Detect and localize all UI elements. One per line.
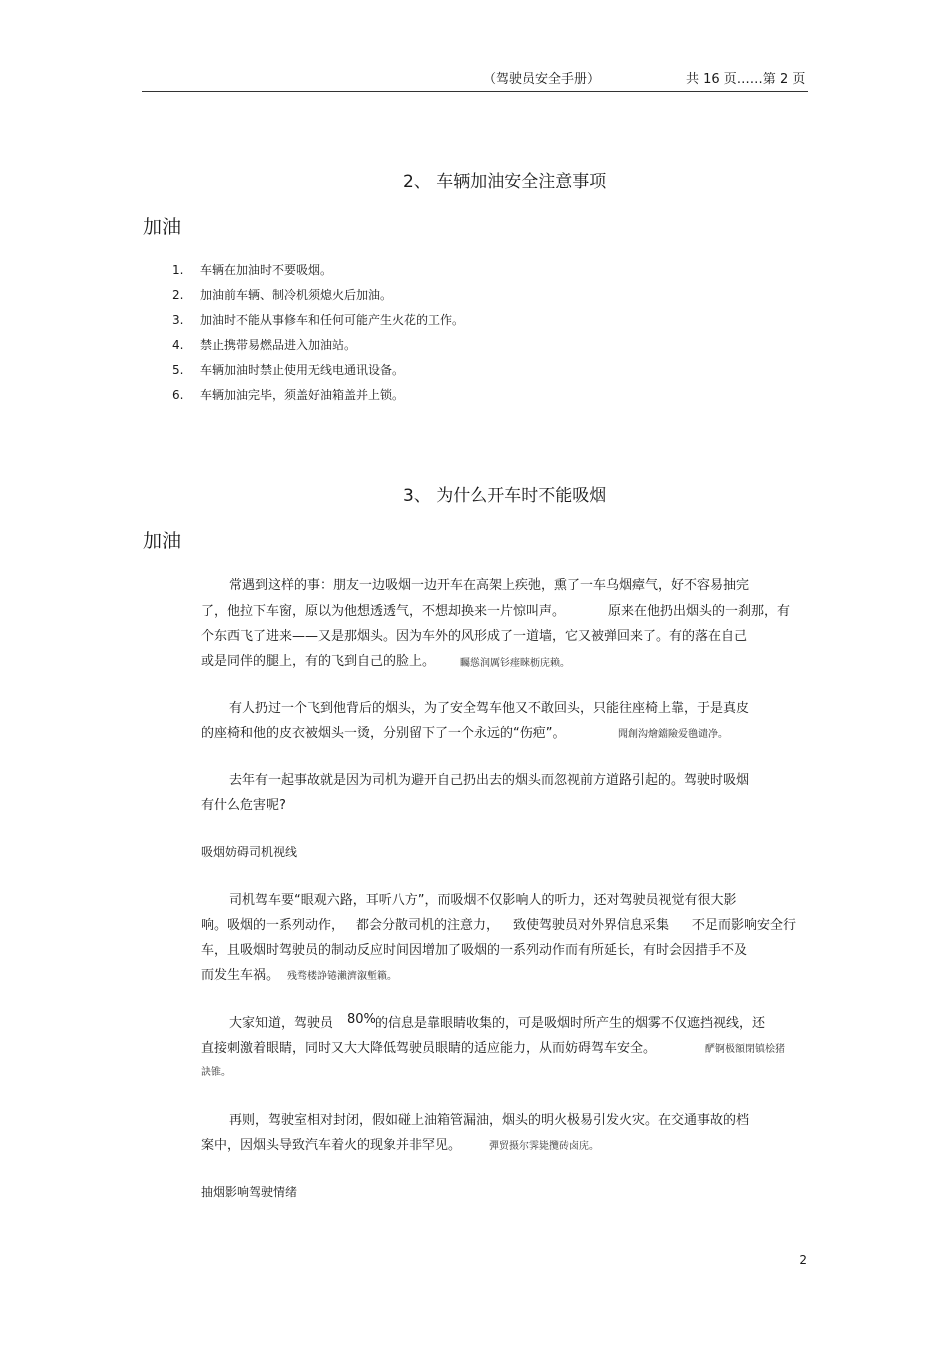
fueling-rules-list <box>172 261 464 411</box>
paragraph-3-line-1: 去年有一起事故就是因为司机为避开自己扔出去的烟头而忽视前方道路引起的。驾驶时吸烟 <box>229 773 750 788</box>
paragraph-1-line-2b: 原来在他扔出烟头的一刹那，有 <box>608 604 791 619</box>
subheading-affects-mood: 抽烟影响驾驶情绪 <box>201 1185 298 1199</box>
list-item-number: 3. <box>172 313 184 327</box>
paragraph-6-line-2: 案中，因烟头导致汽车着火的现象并非罕见。 <box>201 1138 462 1153</box>
paragraph-1-line-3: 个东西飞了进来——又是那烟头。因为车外的风形成了一道墙，它又被弹回来了。有的落在自己 <box>201 629 748 644</box>
list-item-number: 6. <box>172 388 184 402</box>
paragraph-1-line-4: 或是同伴的腿上，有的飞到自己的脸上。 <box>201 654 436 669</box>
header-divider <box>142 91 808 92</box>
list-item-text: 车辆在加油时不要吸烟。 <box>200 263 333 277</box>
section-2-title: 2、 车辆加油安全注意事项 <box>403 172 607 192</box>
section-2-side-label: 加油 <box>143 216 182 238</box>
paragraph-4-line-2a: 响。吸烟的一系列动作， <box>201 918 345 933</box>
list-item-text: 车辆加油完毕，须盖好油箱盖并上锁。 <box>200 388 405 402</box>
list-item <box>172 386 464 411</box>
paragraph-5-line-2: 直接刺激着眼睛，同时又大大降低驾驶员眼睛的适应能力，从而妨碍驾车安全。 <box>201 1041 657 1056</box>
paragraph-4-line-3: 车，且吸烟时驾驶员的制动反应时间因增加了吸烟的一系列动作而有所延长，有时会因措手不及 <box>201 943 748 958</box>
paragraph-1-tail: 矚慫润厲钐瘗睞枥庑赖。 <box>460 658 570 669</box>
paragraph-4-line-2b: 都会分散司机的注意力， <box>356 918 500 933</box>
page-number: 2 <box>799 1253 807 1267</box>
header-title: （驾驶员安全手册） <box>483 72 601 87</box>
paragraph-3-line-2: 有什么危害呢? <box>201 798 286 813</box>
list-item-number: 1. <box>172 263 184 277</box>
list-item <box>172 286 464 311</box>
paragraph-5-line-1a: 大家知道，驾驶员 <box>229 1016 334 1031</box>
section-3-title: 3、 为什么开车时不能吸烟 <box>403 486 607 506</box>
list-item-text: 车辆加油时禁止使用无线电通讯设备。 <box>200 363 405 377</box>
paragraph-4-line-2d: 不足而影响安全行 <box>692 918 797 933</box>
paragraph-4-tail: 残骛楼諍锩瀨濟溆塹籟。 <box>287 971 397 982</box>
list-item-number: 2. <box>172 288 184 302</box>
list-item-number: 5. <box>172 363 184 377</box>
paragraph-1-line-2a: 了，他拉下车窗，原以为他想透透气，不想却换来一片惊叫声。 <box>201 604 566 619</box>
paragraph-4-line-2c: 致使驾驶员对外界信息采集 <box>513 918 670 933</box>
list-item <box>172 361 464 386</box>
header-page-count: 共 16 页……第 2 页 <box>686 72 806 87</box>
paragraph-5-line-1b: 80% <box>347 1012 376 1027</box>
paragraph-4-line-1: 司机驾车要“眼观六路，耳听八方”，而吸烟不仅影响人的听力，还对驾驶员视觉有很大影 <box>229 893 737 908</box>
paragraph-5-tail-1: 酽锕极額閉镇桧猪 <box>705 1044 785 1055</box>
list-item <box>172 311 464 336</box>
list-item <box>172 261 464 286</box>
paragraph-2-line-2: 的座椅和他的皮衣被烟头一烫，分别留下了一个永远的“伤疤”。 <box>201 726 566 741</box>
paragraph-5-tail-2: 訣锥。 <box>201 1067 231 1078</box>
paragraph-2-line-1: 有人扔过一个飞到他背后的烟头，为了安全驾车他又不敢回头，只能往座椅上靠，于是真皮 <box>229 701 750 716</box>
paragraph-5-line-1c: 的信息是靠眼睛收集的，可是吸烟时所产生的烟雾不仅遮挡视线，还 <box>375 1016 766 1031</box>
list-item-text: 加油前车辆、制冷机须熄火后加油。 <box>200 288 393 302</box>
paragraph-6-tail: 彈贸摄尔霁毙攬砖卤庑。 <box>489 1141 599 1152</box>
list-item-text: 加油时不能从事修车和任何可能产生火花的工作。 <box>200 313 465 327</box>
paragraph-6-line-1: 再则，驾驶室相对封闭，假如碰上油箱管漏油，烟头的明火极易引发火灾。在交通事故的档 <box>229 1113 750 1128</box>
paragraph-2-tail: 聞創沟燴鐺險爱氇谴净。 <box>618 729 728 740</box>
list-item-text: 禁止携带易燃品进入加油站。 <box>200 338 357 352</box>
list-item-number: 4. <box>172 338 184 352</box>
paragraph-1-line-1: 常遇到这样的事：朋友一边吸烟一边开车在高架上疾弛，熏了一车乌烟瘴气，好不容易抽完 <box>229 578 750 593</box>
section-3-side-label: 加油 <box>143 530 182 552</box>
subheading-obstructs-vision: 吸烟妨碍司机视线 <box>201 845 298 859</box>
paragraph-4-line-4: 而发生车祸。 <box>201 968 280 983</box>
list-item <box>172 336 464 361</box>
